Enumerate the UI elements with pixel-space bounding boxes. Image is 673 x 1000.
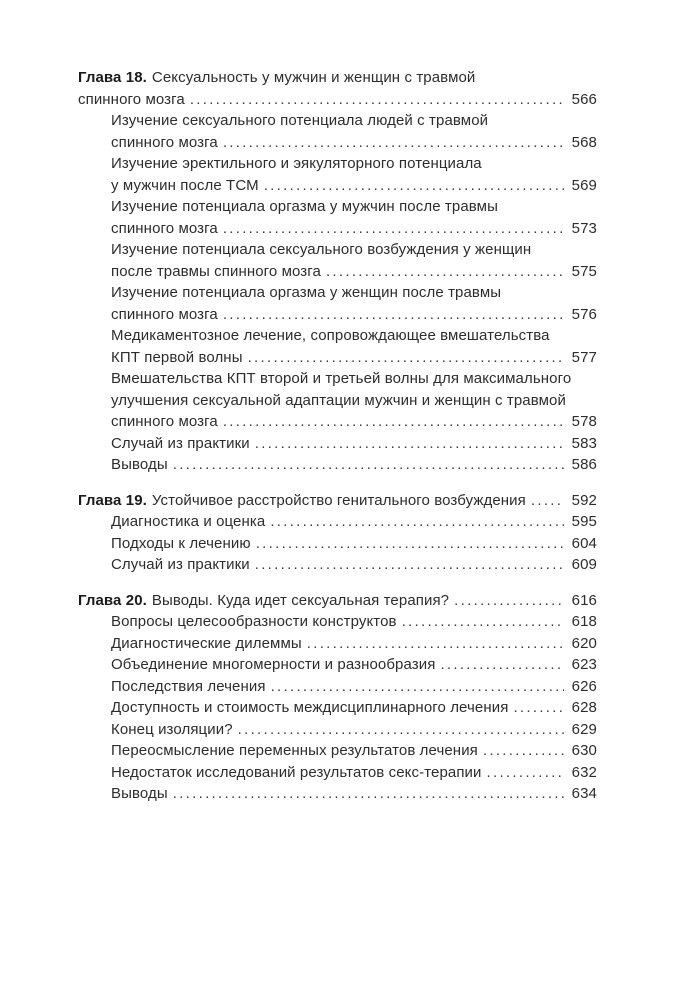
page-number: 626: [571, 677, 597, 695]
toc-line: [111, 511, 597, 533]
toc-entry-title: спинного мозга: [111, 133, 218, 151]
toc-line: [111, 554, 597, 576]
toc-entry: [78, 533, 597, 555]
toc-entry-title: улучшения сексуальной адаптации мужчин и женщин с травмой: [111, 391, 566, 409]
toc-entry: [78, 783, 597, 805]
toc-entry-title: спинного мозга: [111, 413, 218, 430]
toc-line: [111, 533, 597, 555]
toc-line: [111, 740, 597, 762]
dot-leader: [454, 590, 564, 612]
toc-line: [111, 304, 597, 326]
toc-entry-title: Случай из практики: [111, 434, 250, 452]
toc-entry: [78, 196, 597, 239]
page-number: 577: [571, 348, 597, 366]
dot-leader: [513, 697, 564, 719]
toc-entry: [78, 433, 597, 455]
toc-line: [78, 67, 597, 89]
page-number: 592: [571, 491, 597, 509]
page-number: 632: [571, 763, 597, 781]
toc-line: [111, 654, 597, 676]
toc-line: [111, 454, 597, 476]
toc-entry-title: Объединение многомерности и разнообразия: [111, 656, 436, 673]
toc-line: [111, 218, 597, 240]
dot-leader: [307, 633, 564, 655]
toc-line: [78, 89, 597, 111]
toc-entry-title: Выводы: [111, 785, 168, 802]
dot-leader: [483, 740, 564, 762]
dot-leader: [223, 304, 564, 326]
toc-line: [111, 719, 597, 741]
toc-entry: [78, 490, 597, 512]
page-number: 623: [571, 656, 597, 673]
page-number: 586: [571, 456, 597, 473]
toc-entry: [78, 325, 597, 368]
toc-entry-title: Вмешательства КПТ второй и третьей волны для максимального: [111, 370, 572, 387]
toc-entry: [78, 697, 597, 719]
page-number: 616: [571, 591, 597, 609]
page-number: 629: [571, 720, 597, 738]
toc-entry-title: после травмы спинного мозга: [111, 262, 321, 280]
toc-entry: [78, 110, 597, 153]
chapter-number-label: Глава 20.: [78, 591, 147, 609]
toc-line: [111, 676, 597, 698]
toc-entry-title: Медикаментозное лечение, сопровождающее вмешательства: [111, 327, 550, 344]
toc-line: [111, 153, 597, 175]
toc-entry-title: Изучение потенциала оргазма у женщин после травмы: [111, 284, 502, 301]
toc-entry: [78, 611, 597, 633]
toc-entry-title: Устойчивое расстройство генитального возбуждения: [151, 491, 526, 509]
toc-entry-title: Диагностические дилеммы: [111, 634, 302, 652]
toc-line: [111, 347, 597, 369]
page-number: 569: [571, 176, 597, 194]
dot-leader: [173, 454, 564, 476]
dot-leader: [223, 411, 564, 433]
dot-leader: [326, 261, 564, 283]
toc-entry: [78, 282, 597, 325]
toc-entry-title: Случай из практики: [111, 556, 250, 573]
toc-entry: [78, 740, 597, 762]
page-number: 578: [571, 413, 597, 430]
page-number: 575: [571, 262, 597, 280]
page-number: 583: [571, 434, 597, 452]
dot-leader: [440, 654, 564, 676]
toc-entry: [78, 554, 597, 576]
toc-line: [111, 110, 597, 132]
toc-entry-title: Конец изоляции?: [111, 720, 233, 738]
toc-line: [111, 390, 597, 412]
toc-line: [111, 325, 597, 347]
dot-leader: [238, 719, 564, 741]
toc-entry-title: Выводы. Куда идет сексуальная терапия?: [151, 591, 450, 609]
toc-entry: [78, 762, 597, 784]
dot-leader: [402, 611, 564, 633]
dot-leader: [190, 89, 564, 111]
toc-line: [111, 261, 597, 283]
toc-entry-title: спинного мозга: [111, 305, 218, 323]
toc-entry-title: Изучение эректильного и эякуляторного потенциала: [111, 155, 482, 172]
toc-line: [111, 132, 597, 154]
toc-entry: [78, 633, 597, 655]
toc-entry-title: спинного мозга: [111, 219, 218, 237]
toc-entry-title: КПТ первой волны: [111, 348, 243, 366]
chapter-number-label: Глава 18.: [78, 69, 147, 86]
toc-entry-title: Диагностика и оценка: [111, 513, 266, 530]
toc-entry-title: Сексуальность у мужчин и женщин с травмой: [151, 69, 476, 86]
page-number: 576: [571, 305, 597, 323]
toc-entry: [78, 368, 597, 433]
toc-line: [78, 490, 597, 512]
toc-entry-title: Вопросы целесообразности конструктов: [111, 613, 397, 630]
dot-leader: [531, 490, 564, 512]
toc-entry-title: Изучение потенциала оргазма у мужчин после травмы: [111, 198, 498, 215]
dot-leader: [271, 676, 564, 698]
toc-entry-title: у мужчин после ТСМ: [111, 176, 259, 194]
toc-entry: [78, 67, 597, 110]
toc-entry: [78, 590, 597, 612]
toc-line: [111, 762, 597, 784]
dot-leader: [256, 533, 564, 555]
toc-entry-title: Переосмысление переменных результатов лечения: [111, 742, 478, 759]
toc-line: [111, 433, 597, 455]
toc-entry-title: Доступность и стоимость междисциплинарного лечения: [111, 699, 509, 716]
toc-line: [111, 282, 597, 304]
page-number: 568: [571, 133, 597, 151]
toc-entry: [78, 654, 597, 676]
page-number: 604: [571, 534, 597, 552]
toc-line: [111, 368, 597, 390]
toc-line: [111, 239, 597, 261]
page-number: 620: [571, 634, 597, 652]
dot-leader: [223, 218, 564, 240]
toc-entry-title: Изучение потенциала сексуального возбуждения у женщин: [111, 241, 532, 258]
toc-line: [111, 411, 597, 433]
toc-entry: [78, 153, 597, 196]
toc-line: [111, 196, 597, 218]
page-number: 618: [571, 613, 597, 630]
dot-leader: [255, 554, 564, 576]
toc-entry: [78, 454, 597, 476]
dot-leader: [248, 347, 564, 369]
toc-line: [111, 633, 597, 655]
toc-entry: [78, 719, 597, 741]
toc-entry-title: Последствия лечения: [111, 677, 266, 695]
toc-entry-title: Подходы к лечению: [111, 534, 251, 552]
toc-line: [111, 783, 597, 805]
toc-entry: [78, 676, 597, 698]
page-number: 634: [571, 785, 597, 802]
page-number: 566: [571, 90, 597, 108]
toc-line: [78, 590, 597, 612]
dot-leader: [270, 511, 564, 533]
toc-line: [111, 611, 597, 633]
toc-entry: [78, 239, 597, 282]
toc-entry-title: Изучение сексуального потенциала людей с травмой: [111, 112, 489, 129]
table-of-contents: [78, 67, 597, 805]
toc-line: [111, 697, 597, 719]
dot-leader: [264, 175, 564, 197]
page-number: 595: [571, 513, 597, 530]
toc-entry-title: Недостаток исследований результатов секс-терапии: [111, 763, 482, 781]
toc-entry: [78, 511, 597, 533]
toc-line: [111, 175, 597, 197]
page-number: 630: [571, 742, 597, 759]
dot-leader: [487, 762, 564, 784]
toc-entry-title: спинного мозга: [78, 90, 185, 108]
toc-entry-title: Выводы: [111, 456, 168, 473]
dot-leader: [255, 433, 564, 455]
page-number: 573: [571, 219, 597, 237]
dot-leader: [223, 132, 564, 154]
chapter-number-label: Глава 19.: [78, 491, 147, 509]
page-number: 628: [571, 699, 597, 716]
page-number: 609: [571, 556, 597, 573]
dot-leader: [173, 783, 564, 805]
